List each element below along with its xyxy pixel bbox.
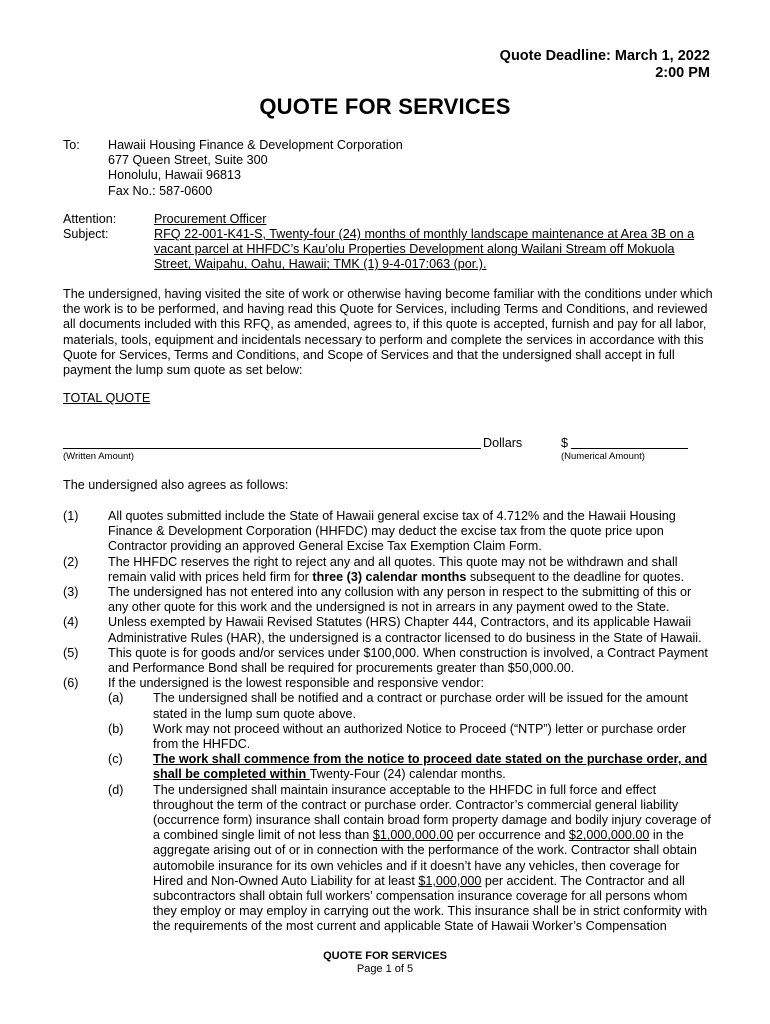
- page-title: QUOTE FOR SERVICES: [259, 94, 511, 119]
- item-text: The undersigned has not entered into any collusion with any person in respect to the submitting of this or any other quote for this work and the undersigned is not in arrears in any payment owed to the State.: [108, 585, 692, 615]
- item-number: (3): [63, 585, 79, 600]
- sub-item-text: Work may not proceed without an authorized Notice to Proceed (“NTP”) letter or purchase order from the HHFDC.: [153, 721, 687, 752]
- quote-deadline: [500, 48, 710, 82]
- numerical-amount-caption: (Numerical Amount): [561, 451, 645, 462]
- item-number: (1): [63, 509, 79, 523]
- item-bold-text: three (3) calendar months: [312, 569, 467, 584]
- item-text: subsequent to the deadline for quotes.: [466, 569, 685, 584]
- recipient-city: Honolulu, Hawaii 96813: [108, 168, 242, 183]
- sub-item-letter: (a): [108, 691, 124, 706]
- numerical-amount-line[interactable]: [571, 448, 688, 449]
- attention-value: Procurement Officer: [154, 212, 267, 226]
- agreement-list: [63, 509, 713, 935]
- item-number: (4): [63, 615, 79, 630]
- sub-item: [108, 691, 713, 721]
- aggregate-limit: $2,000,000.00: [568, 828, 650, 843]
- page-footer: [0, 950, 770, 976]
- dollars-label: Dollars: [483, 436, 523, 450]
- recipient-fax: Fax No.: 587-0600: [108, 183, 213, 198]
- item-text: This quote is for goods and/or services under $100,000. When construction is involved, a Contract Payment and Performance Bond shall be required for procurements greater than $50,000.00.: [108, 645, 708, 676]
- item-number: (2): [63, 554, 79, 569]
- subject-value: RFQ 22-001-K41-S, Twenty-four (24) months of monthly landscape maintenance at Area 3B on a vacant parcel at HHFDC’s Kau’olu Properties Development along Wailani Stream off Mokuola Street, Waipahu, Oahu, Hawaii; TMK (1) 9-4-017:063 (por.).: [154, 227, 695, 272]
- list-item: [63, 585, 713, 615]
- total-quote-heading: TOTAL QUOTE: [63, 391, 151, 405]
- recipient-name: Hawaii Housing Finance & Development Corporation: [108, 138, 403, 152]
- list-item: [63, 555, 713, 585]
- sub-item-text: Twenty-Four (24) calendar months.: [309, 767, 506, 782]
- list-item: [63, 676, 713, 934]
- sub-item-text: per occurrence and: [453, 828, 569, 843]
- attention-label: Attention:: [63, 212, 117, 226]
- sub-item-bold-text: The work shall commence from the notice to proceed date stated on the purchase order, and shall be completed within: [153, 752, 708, 782]
- auto-liability-limit: $1,000,000: [418, 873, 482, 888]
- recipient-street: 677 Queen Street, Suite 300: [108, 153, 268, 168]
- sub-item-text: in the aggregate arising out of or in connection with the performance of the work. Contractor shall obtain automobile insurance for its own vehicles and if it doesn’t have any vehicles, then coverage for Hired and Non-Owned Auto Liability for at least: [153, 828, 697, 888]
- footer-title: QUOTE FOR SERVICES: [323, 950, 447, 962]
- written-amount-line[interactable]: [63, 448, 481, 449]
- deadline-time: 2:00 PM: [655, 65, 710, 81]
- item-number: (6): [63, 676, 79, 691]
- sub-item-text: The undersigned shall be notified and a contract or purchase order will be issued for the amount stated in the lump sum quote above.: [153, 691, 688, 721]
- page-number: Page 1 of 5: [356, 963, 414, 975]
- sub-item-letter: (c): [108, 752, 123, 767]
- item-text: If the undersigned is the lowest responsible and responsive vendor:: [108, 676, 484, 691]
- sub-item-letter: (b): [108, 721, 124, 736]
- item-number: (5): [63, 645, 79, 660]
- sub-item-letter: (d): [108, 782, 124, 797]
- item-text: Unless exempted by Hawaii Revised Statutes (HRS) Chapter 444, Contractors, and its applicable Hawaii Administrative Rules (HAR), the undersigned is a contractor licensed to do business in the State of Hawaii.: [108, 615, 702, 645]
- deadline-date: Quote Deadline: March 1, 2022: [499, 48, 710, 64]
- list-item: [63, 646, 713, 676]
- sub-item: [108, 783, 713, 935]
- list-item: [63, 615, 713, 645]
- item-text: The HHFDC reserves the right to reject any and all quotes. This quote may not be withdrawn and shall remain valid with prices held firm for: [108, 554, 678, 584]
- subject-label: Subject:: [63, 227, 109, 241]
- dollar-sign: $: [561, 436, 569, 450]
- agreement-intro: The undersigned also agrees as follows:: [63, 478, 289, 492]
- amount-row: [63, 436, 713, 466]
- item-text: All quotes submitted include the State of Hawaii general excise tax of 4.712% and the Hawaii Housing Finance & Development Corporation (HHFDC) may deduct the excise tax from the quote price upon Contractor providing an approved General Excise Tax Exemption Claim Form.: [108, 509, 676, 554]
- occurrence-limit: $1,000,000.00: [372, 828, 454, 843]
- sub-item: [108, 722, 713, 752]
- sub-item-text: The undersigned shall maintain insurance acceptable to the HHFDC in full force and effect throughout the term of the contract or purchase order. Contractor’s commercial general liability (occurrence form) insurance shall contain broad form property damage and bodily injury coverage of a combined single limit of not less than: [153, 782, 711, 843]
- attention-subject-block: [63, 212, 713, 273]
- written-amount-caption: (Written Amount): [63, 451, 135, 462]
- sub-item-text: per accident. The Contractor and all subcontractors shall obtain full workers’ compensation insurance coverage for all persons whom they employ or may employ in carrying out the work. This insurance shall be in strict conformity with the requirements of the most current and applicable State of Hawaii Worker’s Compensation: [153, 873, 708, 934]
- to-label: To:: [63, 138, 80, 152]
- intro-paragraph: The undersigned, having visited the site of work or otherwise having become familiar with the conditions under which the work is to be performed, and having read this Quote for Services, including Terms and Conditions, and reviewed all documents included with this RFQ, as amended, agrees to, if this quote is accepted, furnish and pay for all labor, materials, tools, equipment and incidentals necessary to perform and complete the services in accordance with this Quote for Services, Terms and Conditions, and Scope of Services and that the undersigned shall accept in full payment the lump sum quote as set below:: [63, 287, 713, 378]
- list-item: [63, 509, 713, 555]
- sub-item: [108, 752, 713, 782]
